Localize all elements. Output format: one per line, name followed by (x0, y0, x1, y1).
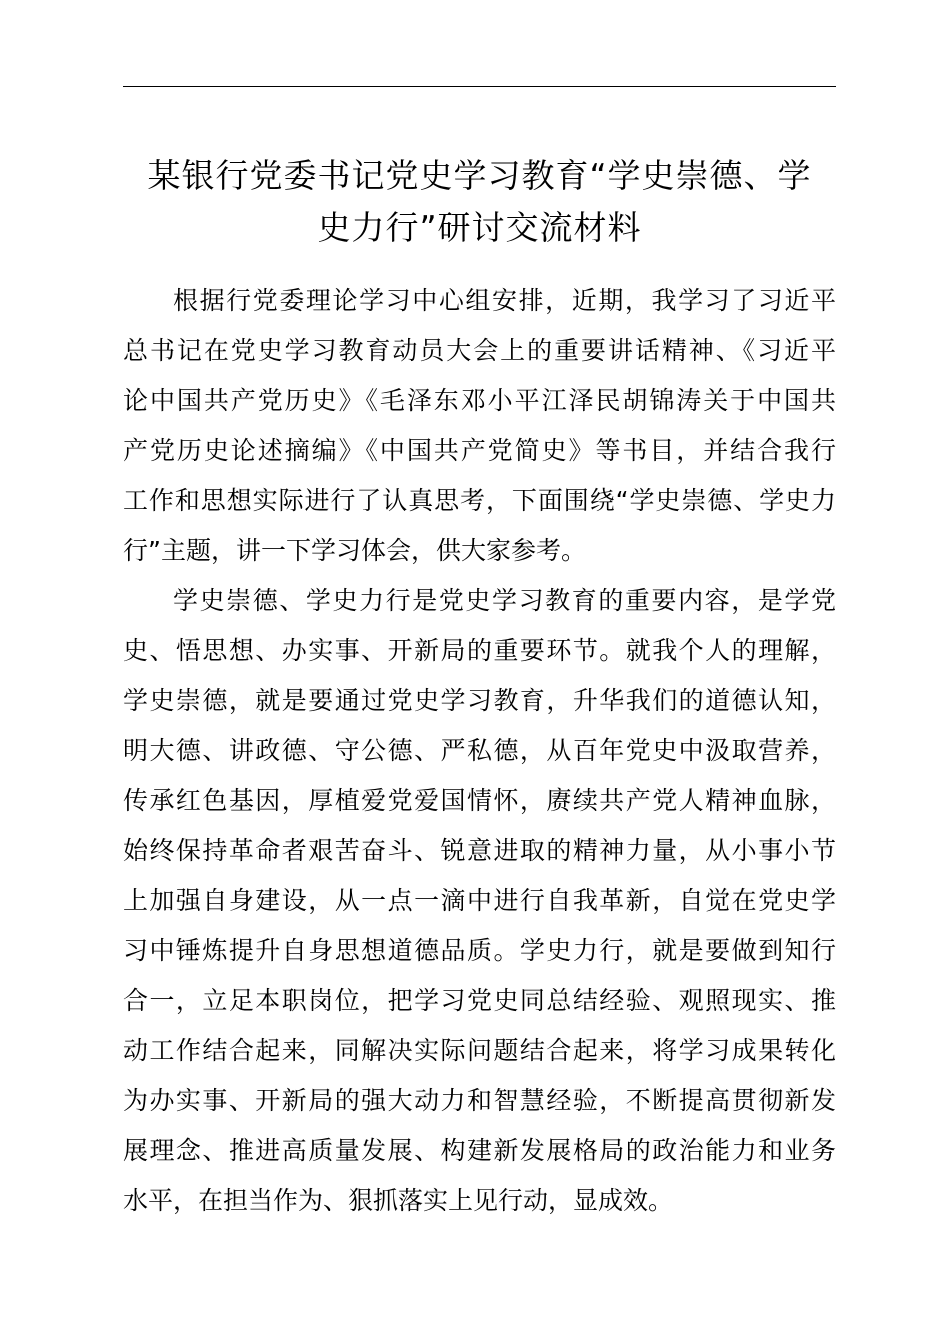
title-line: 史力行”研讨交流材料 (317, 208, 642, 247)
paragraph-line: 传承红色基因，厚植爱党爱国情怀，赓续共产党人精神血脉， (123, 786, 836, 815)
paragraph-line: 上加强自身建设，从一点一滴中进行自我革新，自觉在党史学 (123, 886, 836, 915)
paragraph-line: 为办实事、开新局的强大动力和智慧经验，不断提高贯彻新发 (123, 1086, 836, 1115)
paragraph-line: 明大德、讲政德、守公德、严私德，从百年党史中汲取营养， (123, 736, 836, 765)
paragraph-line: 学史崇德、学史力行是党史学习教育的重要内容，是学党 (173, 586, 836, 615)
paragraph-line: 工作和思想实际进行了认真思考，下面围绕“学史崇德、学史力 (123, 486, 836, 515)
paragraph-line: 论中国共产党历史》《毛泽东邓小平江泽民胡锦涛关于中国共 (123, 386, 836, 415)
paragraph-line: 合一，立足本职岗位，把学习党史同总结经验、观照现实、推 (123, 986, 836, 1015)
paragraph-line: 行”主题，讲一下学习体会，供大家参考。 (123, 536, 586, 565)
paragraph-line: 习中锤炼提升自身思想道德品质。学史力行，就是要做到知行 (123, 936, 836, 965)
paragraph-line: 始终保持革命者艰苦奋斗、锐意进取的精神力量，从小事小节 (123, 836, 836, 865)
paragraph-line: 展理念、推进高质量发展、构建新发展格局的政治能力和业务 (123, 1136, 836, 1165)
document-body (123, 276, 836, 1226)
title-line: 某银行党委书记党史学习教育“学史崇德、学 (147, 156, 812, 195)
paragraph-line: 总书记在党史学习教育动员大会上的重要讲话精神、《习近平 (123, 336, 836, 365)
document-title (123, 150, 836, 254)
paragraph-1 (123, 276, 836, 576)
paragraph-line: 学史崇德，就是要通过党史学习教育，升华我们的道德认知， (123, 686, 836, 715)
paragraph-line: 根据行党委理论学习中心组安排，近期，我学习了习近平 (173, 286, 836, 315)
header-rule (123, 86, 836, 87)
paragraph-line: 史、悟思想、办实事、开新局的重要环节。就我个人的理解， (123, 636, 836, 665)
paragraph-line: 动工作结合起来，同解决实际问题结合起来，将学习成果转化 (123, 1036, 836, 1065)
paragraph-2 (123, 576, 836, 1226)
paragraph-line: 产党历史论述摘编》《中国共产党简史》等书目，并结合我行 (123, 436, 836, 465)
paragraph-line: 水平，在担当作为、狠抓落实上见行动，显成效。 (123, 1186, 674, 1215)
